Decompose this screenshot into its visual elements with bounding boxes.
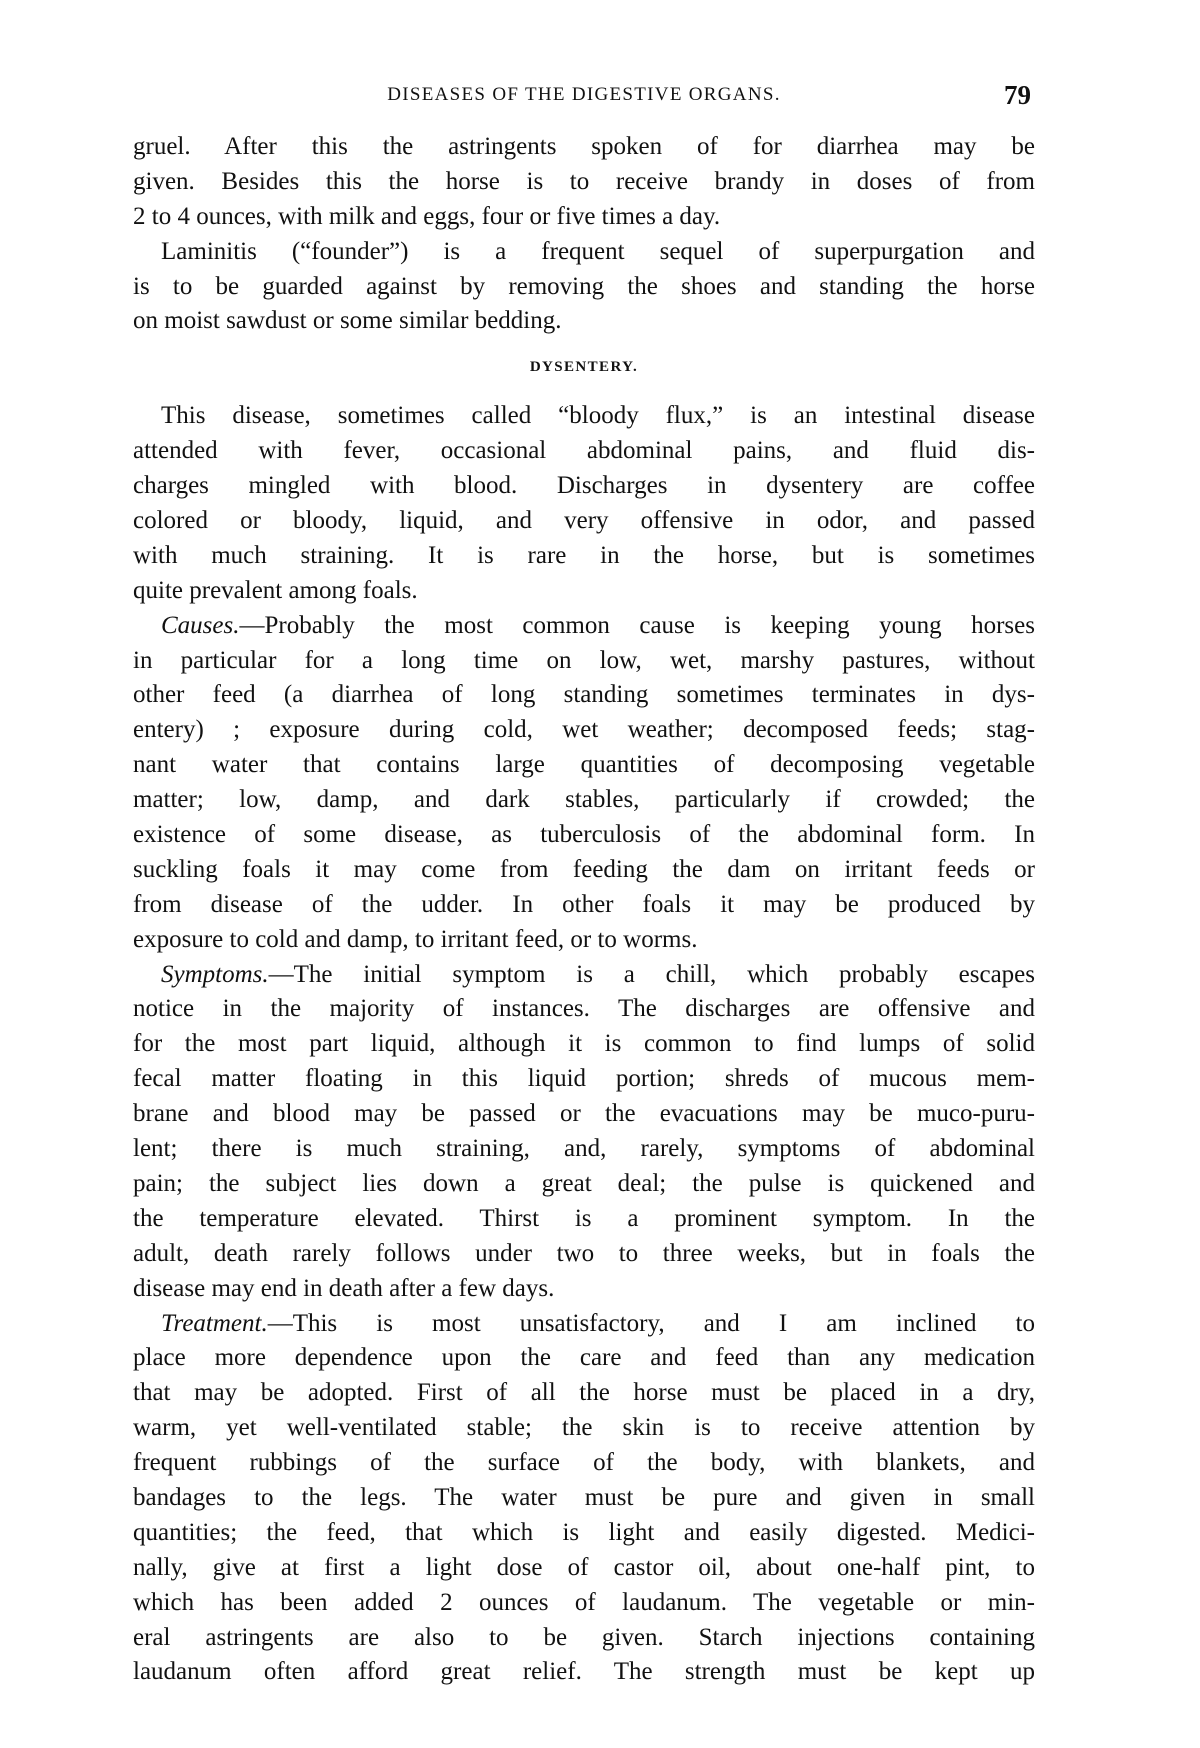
text-line: the temperature elevated. Thirst is a prominent symptom. In the [133, 1204, 1035, 1232]
text-line: attended with fever, occasional abdominal pains, and fluid dis- [133, 437, 1035, 465]
text-line: 2 to 4 ounces, with milk and eggs, four or five times a day. [133, 202, 721, 230]
text-line: pain; the subject lies down a great deal; the pulse is quickened and [133, 1169, 1035, 1197]
section-heading: DYSENTERY. [529, 359, 639, 376]
text-line: notice in the majority of instances. The discharges are offensive and [133, 995, 1035, 1023]
text-line: quantities; the feed, that which is light and easily digested. Medici- [133, 1518, 1035, 1546]
text-line: with much straining. It is rare in the horse, but is sometimes [133, 541, 1035, 569]
intro-paragraph [133, 399, 1035, 608]
treatment-first-line: —This is most unsatisfactory, and I am inclined to [267, 1309, 1035, 1337]
text-line: fecal matter floating in this liquid portion; shreds of mucous mem- [133, 1065, 1035, 1093]
text-line: for the most part liquid, although it is common to find lumps of solid [133, 1030, 1035, 1058]
text-line: on moist sawdust or some similar bedding. [133, 307, 562, 335]
text-line [133, 958, 1035, 993]
text-line: which has been added 2 ounces of laudanum. The vegetable or min- [133, 1588, 1035, 1616]
symptoms-paragraph [133, 958, 1035, 1307]
text-line: given. Besides this the horse is to receive brandy in doses of from [133, 167, 1035, 195]
running-title: DISEASES OF THE DIGESTIVE ORGANS. [387, 84, 781, 105]
text-line: charges mingled with blood. Discharges in dysentery are coffee [133, 472, 1035, 500]
text-line: disease may end in death after a few days. [133, 1274, 555, 1302]
continued-paragraph [133, 130, 1035, 235]
laminitis-paragraph [133, 235, 1035, 340]
text-line: frequent rubbings of the surface of the body, with blankets, and [133, 1449, 1035, 1477]
text-line [133, 1307, 1035, 1342]
text-line: from disease of the udder. In other foals it may be produced by [133, 890, 1035, 918]
treatment-paragraph [133, 1307, 1035, 1691]
page-number: 79 [1004, 80, 1031, 110]
text-line: brane and blood may be passed or the evacuations may be muco-puru- [133, 1100, 1035, 1128]
text-line: colored or bloody, liquid, and very offensive in odor, and passed [133, 507, 1035, 535]
running-head [133, 80, 1035, 110]
text-line: place more dependence upon the care and feed than any medication [133, 1344, 1035, 1372]
symptoms-label: Symptoms. [161, 960, 269, 988]
text-line: that may be adopted. First of all the horse must be placed in a dry, [133, 1379, 1035, 1407]
causes-paragraph [133, 609, 1035, 958]
text-line: gruel. After this the astringents spoken of for diarrhea may be [133, 133, 1035, 160]
text-line: adult, death rarely follows under two to three weeks, but in foals the [133, 1239, 1035, 1267]
body-text [133, 130, 1035, 1690]
text-line: warm, yet well-ventilated stable; the skin is to receive attention by [133, 1414, 1035, 1442]
symptoms-first-line: —The initial symptom is a chill, which probably escapes [268, 960, 1035, 988]
causes-first-line: —Probably the most common cause is keeping young horses [239, 611, 1035, 639]
text-line: laudanum often afford great relief. The strength must be kept up [133, 1658, 1035, 1686]
text-line: Laminitis (“founder”) is a frequent sequel of superpurgation and [161, 237, 1035, 265]
text-line: lent; there is much straining, and, rarely, symptoms of abdominal [133, 1135, 1035, 1163]
causes-label: Causes. [161, 611, 240, 639]
text-line: suckling foals it may come from feeding the dam on irritant feeds or [133, 855, 1035, 883]
text-line: nally, give at first a light dose of castor oil, about one-half pint, to [133, 1553, 1035, 1581]
text-line: matter; low, damp, and dark stables, particularly if crowded; the [133, 786, 1035, 814]
text-line: exposure to cold and damp, to irritant feed, or to worms. [133, 925, 698, 953]
treatment-label: Treatment. [161, 1309, 268, 1337]
text-line: nant water that contains large quantities of decomposing vegetable [133, 751, 1035, 779]
text-line: eral astringents are also to be given. Starch injections containing [133, 1623, 1035, 1651]
text-line: quite prevalent among foals. [133, 576, 418, 604]
text-line: existence of some disease, as tuberculosis of the abdominal form. In [133, 821, 1035, 849]
text-line [133, 609, 1035, 644]
text-line: entery) ; exposure during cold, wet weather; decomposed feeds; stag- [133, 716, 1035, 744]
text-line: other feed (a diarrhea of long standing sometimes terminates in dys- [133, 681, 1035, 709]
text-line: in particular for a long time on low, wet, marshy pastures, without [133, 646, 1035, 674]
text-line: bandages to the legs. The water must be pure and given in small [133, 1483, 1035, 1511]
text-line: This disease, sometimes called “bloody flux,” is an intestinal disease [161, 402, 1035, 430]
text-line: is to be guarded against by removing the shoes and standing the horse [133, 272, 1035, 300]
